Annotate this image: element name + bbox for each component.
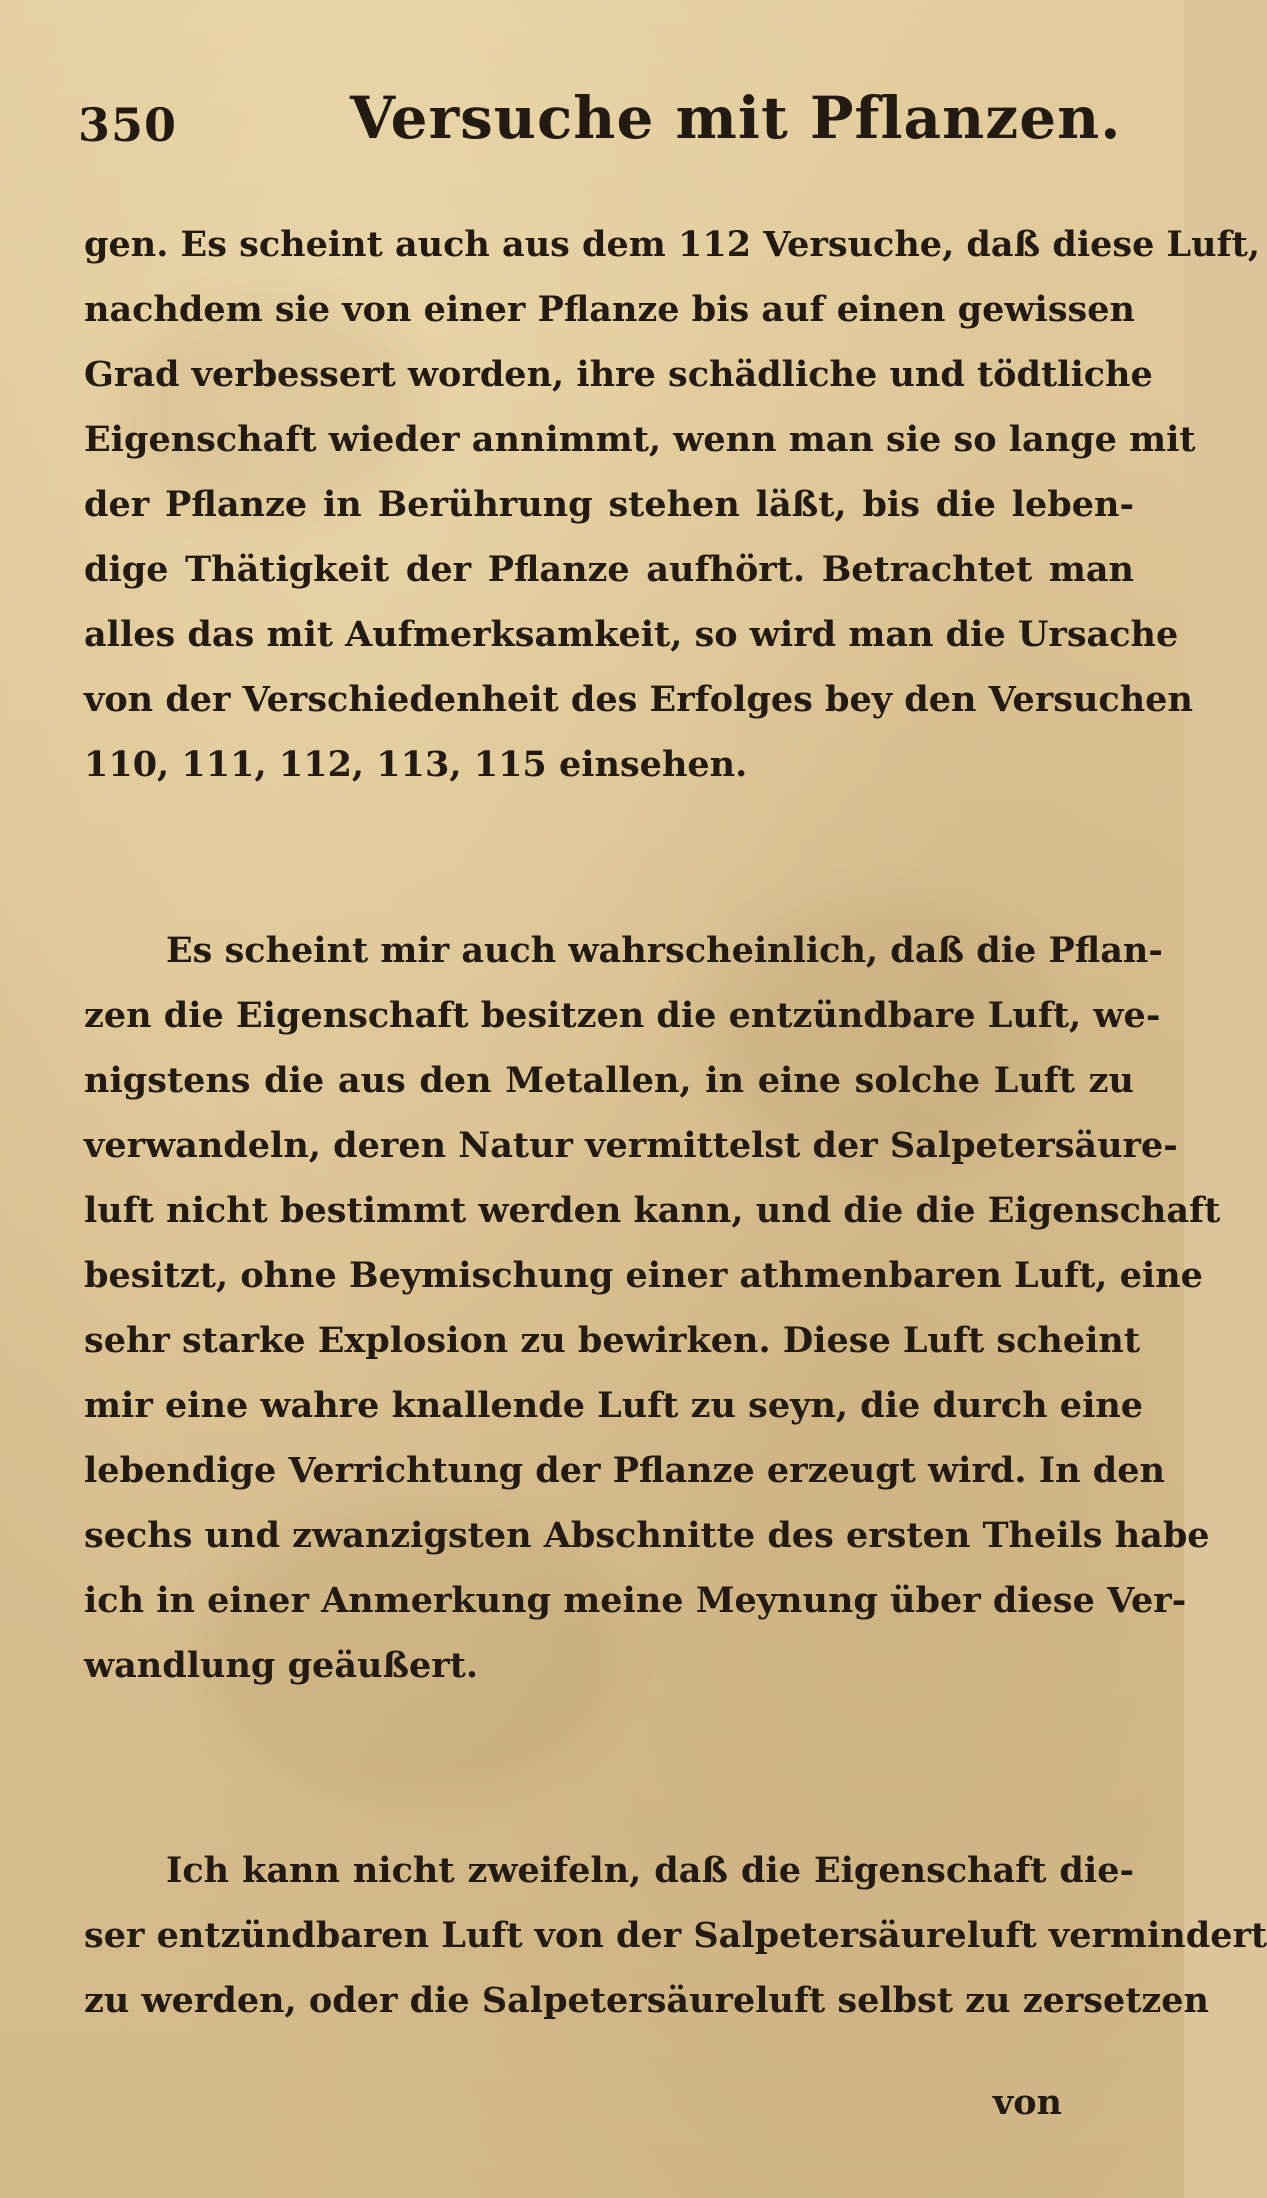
text-line: ich in einer Anmerkung meine Meynung über diese Ver- xyxy=(84,1580,1187,1621)
text-line: besitzt, ohne Beymischung einer athmenbaren Luft, eine xyxy=(84,1255,1203,1296)
text-line: sehr starke Explosion zu bewirken. Diese Luft scheint xyxy=(84,1320,1140,1361)
text-line: mir eine wahre knallende Luft zu seyn, die durch eine xyxy=(84,1385,1144,1426)
catchword: von xyxy=(992,2082,1062,2123)
text-line: luft nicht bestimmt werden kann, und die die Eigenschaft xyxy=(84,1190,1221,1231)
text-line: zen die Eigenschaft besitzen die entzündbare Luft, we- xyxy=(84,995,1161,1036)
page-number: 350 xyxy=(78,98,178,152)
text-line: der Pflanze in Berührung stehen läßt, bis die leben- xyxy=(84,484,1134,525)
text-line: sechs und zwanzigsten Abschnitte des ersten Theils habe xyxy=(84,1515,1210,1556)
text-line: lebendige Verrichtung der Pflanze erzeugt wird. In den xyxy=(84,1450,1165,1491)
text-line: von der Verschiedenheit des Erfolges bey den Versuchen xyxy=(84,679,1193,720)
paragraph-3 xyxy=(84,1838,1267,2033)
text-line: alles das mit Aufmerksamkeit, so wird man die Ursache xyxy=(84,614,1179,655)
text-line: wandlung geäußert. xyxy=(84,1645,479,1686)
text-line: Eigenschaft wieder annimmt, wenn man sie so lange mit xyxy=(84,419,1196,460)
paragraph-2 xyxy=(84,918,1221,1698)
page-header xyxy=(78,84,1124,164)
text-line: dige Thätigkeit der Pflanze aufhört. Betrachtet man xyxy=(84,549,1134,590)
text-line: nigstens die aus den Metallen, in eine solche Luft zu xyxy=(84,1060,1134,1101)
text-line: Ich kann nicht zweifeln, daß die Eigenschaft die- xyxy=(166,1850,1134,1891)
text-line: zu werden, oder die Salpetersäureluft selbst zu zersetzen xyxy=(84,1980,1210,2021)
text-line: ser entzündbaren Luft von der Salpetersäureluft vermindert xyxy=(84,1915,1267,1956)
text-line: Grad verbessert worden, ihre schädliche und tödtliche xyxy=(84,354,1153,395)
paragraph-1 xyxy=(84,212,1261,797)
text-line: 110, 111, 112, 113, 115 einsehen. xyxy=(84,744,748,785)
text-line: nachdem sie von einer Pflanze bis auf einen gewissen xyxy=(84,289,1135,330)
text-line: verwandeln, deren Natur vermittelst der Salpetersäure- xyxy=(84,1125,1178,1166)
text-line: Es scheint mir auch wahrscheinlich, daß die Pflan- xyxy=(166,930,1163,971)
running-title: Versuche mit Pflanzen. xyxy=(350,84,1122,152)
text-line: gen. Es scheint auch aus dem 112 Versuche, daß diese Luft, xyxy=(84,224,1261,265)
